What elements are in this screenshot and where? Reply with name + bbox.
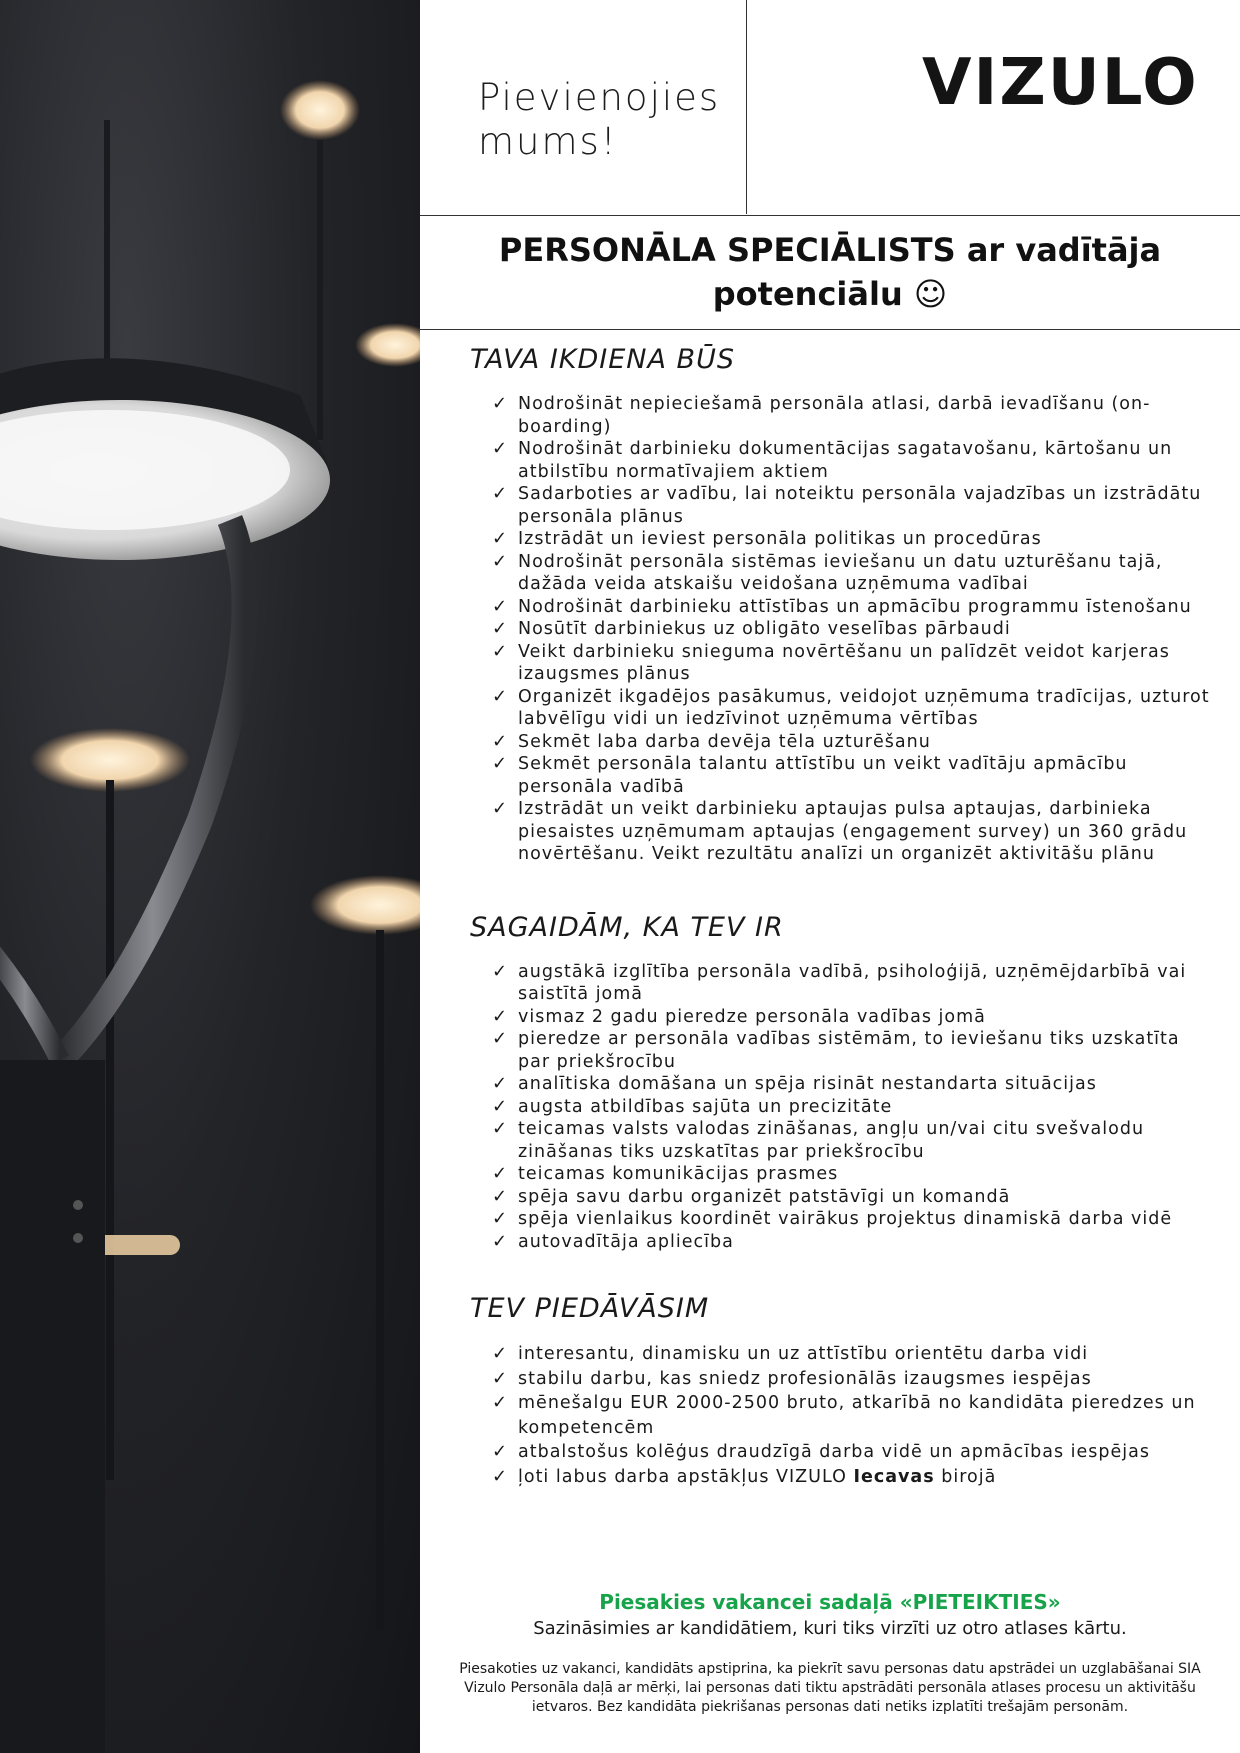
contact-note: Sazināsimies ar kandidātiem, kuri tiks virzīti uz otro atlases kārtu. (533, 1618, 1127, 1639)
check-icon: ✓ (492, 1185, 509, 1207)
office-location: Iecavas (853, 1466, 935, 1487)
list-item: ✓ autovadītāja apliecība (492, 1230, 734, 1252)
list-item: ✓ mēnešalgu EUR 2000-2500 bruto, atkarībā no kandidāta pieredzes un kompetencēm (492, 1392, 1196, 1438)
check-icon: ✓ (492, 1367, 509, 1389)
section-heading: TAVA IKDIENA BŪS (470, 344, 735, 375)
check-icon: ✓ (492, 798, 509, 819)
check-icon: ✓ (492, 528, 509, 549)
title-bottom-rule (420, 329, 1240, 330)
check-icon: ✓ (492, 595, 509, 617)
header (420, 0, 1240, 216)
check-icon: ✓ (492, 1343, 509, 1364)
list-item: ✓ pieredze ar personāla vadības sistēmām, to ieviešanu tiks uzskatīta par priekšrocību (492, 1028, 1180, 1072)
daily-tasks-list (470, 393, 1210, 866)
apply-call-to-action: Piesakies vakancei sadaļā «PIETEIKTIES» (599, 1590, 1061, 1614)
list-item: ✓ Nodrošināt nepieciešamā personāla atlasi, darbā ievadīšanu (on-boarding) (492, 393, 1151, 437)
list-item: ✓ ļoti labus darba apstākļus VIZULO Iecavas birojā (470, 1465, 1210, 1490)
check-icon: ✓ (492, 393, 509, 414)
list-item: ✓ Nosūtīt darbiniekus uz obligāto veselības pārbaudi (492, 618, 1011, 639)
check-icon: ✓ (492, 618, 509, 639)
privacy-note: Piesakoties uz vakanci, kandidāts apstiprina, ka piekrīt savu personas datu apstrādei un uzglabāšanai SIA Vizulo Personāla daļā ar mērķi, lai personas dati tiktu apstrādāti personāla atlases procesu un aktivitāšu ietvaros. Bez kandidāta piekrišanas personas dati netiks izplatīti trešajām personām. (459, 1661, 1201, 1715)
list-item: ✓ atbalstošus kolēģus draudzīgā darba vidē un apmācības iespējas (470, 1440, 1210, 1465)
check-icon: ✓ (492, 1208, 509, 1229)
list-item: ✓ interesantu, dinamisku un uz attīstību orientētu darba vidi (470, 1342, 1210, 1367)
list-item: ✓ spēja savu darbu organizēt patstāvīgi un komandā (492, 1185, 1011, 1207)
check-icon: ✓ (492, 960, 509, 982)
lamp-photo (0, 0, 420, 1753)
check-icon: ✓ (492, 1163, 509, 1184)
check-icon: ✓ (492, 1073, 509, 1094)
check-icon: ✓ (492, 1230, 509, 1252)
check-icon: ✓ (492, 1118, 509, 1139)
list-item: ✓ spēja vienlaikus koordinēt vairākus projektus dinamiskā darba vidē (492, 1208, 1173, 1229)
list-item: ✓ Izstrādāt un ieviest personāla politikas un procedūras (492, 528, 1042, 549)
list-item: ✓ Nodrošināt darbinieku dokumentācijas sagatavošanu, kārtošanu un atbilstību normatīvajiem aktiem (492, 438, 1173, 482)
section-offer (470, 1293, 1210, 1489)
check-icon: ✓ (492, 1441, 509, 1462)
list-item: ✓ Sekmēt personāla talantu attīstību un veikt vadītāju apmācību personāla vadībā (492, 753, 1128, 797)
check-icon: ✓ (492, 438, 509, 459)
check-icon: ✓ (492, 640, 509, 662)
list-item: ✓ Organizēt ikgadējos pasākumus, veidojot uzņēmuma tradīcijas, uzturot labvēlīgu vidi un iedzīvinot uzņēmuma vērtības (492, 685, 1210, 729)
list-item: ✓ Nodrošināt personāla sistēmas ieviešanu un datu uzturēšanu tajā, dažāda veida atskaišu veidošana uzņēmuma vadībai (492, 550, 1163, 594)
header-bottom-rule (420, 215, 1240, 216)
list-item: ✓ Veikt darbinieku snieguma novērtēšanu un palīdzēt veidot karjeras izaugsmes plānus (492, 640, 1170, 684)
section-heading: SAGAIDĀM, KA TEV IR (470, 911, 784, 943)
requirements-list (470, 961, 1210, 1254)
list-item: ✓ analītiska domāšana un spēja risināt nestandarta situācijas (492, 1073, 1097, 1094)
check-icon: ✓ (492, 1095, 509, 1117)
list-item: ✓ augstākā izglītība personāla vadībā, psiholoģijā, uzņēmējdarbībā vai saistītā jomā (492, 960, 1187, 1004)
list-item: ✓ Izstrādāt un veikt darbinieku aptaujas pulsa aptaujas, darbinieka piesaistes uzņēmumam aptaujas (engagement survey) un 360 grādu novērtēšanu. Veikt rezultātu analīzi un organizēt aktivitāšu plānu (492, 798, 1188, 864)
offer-list (470, 1342, 1210, 1489)
check-icon: ✓ (492, 1028, 509, 1049)
lamp-photo-illustration (0, 0, 420, 1753)
job-title: PERSONĀLA SPECIĀLISTS ar vadītāja potenciālu ☺ (498, 231, 1162, 313)
list-item: ✓ Sekmēt laba darba devēja tēla uzturēšanu (492, 730, 931, 752)
check-icon: ✓ (492, 685, 509, 707)
section-heading: TEV PIEDĀVĀSIM (470, 1293, 710, 1324)
check-icon: ✓ (492, 1005, 509, 1027)
vizulo-logo: VIZULO (922, 46, 1199, 120)
tagline: Pievienojies mums! (478, 76, 721, 163)
list-item: ✓ stabilu darbu, kas sniedz profesionālās izaugsmes iespējas (470, 1367, 1210, 1392)
list-item: ✓ teicamas valsts valodas zināšanas, angļu un/vai citu svešvalodu zināšanas tiks uzskatītas par priekšrocību (492, 1118, 1145, 1162)
list-item: ✓ Sadarboties ar vadību, lai noteiktu personāla vajadzības un izstrādātu personāla plānus (492, 483, 1202, 527)
header-divider (746, 0, 747, 214)
check-icon: ✓ (492, 483, 509, 504)
section-requirements (470, 912, 1210, 1254)
list-item: ✓ teicamas komunikācijas prasmes (492, 1163, 839, 1184)
check-icon: ✓ (492, 550, 509, 572)
check-icon: ✓ (492, 753, 509, 774)
list-item: ✓ augsta atbildības sajūta un precizitāte (492, 1095, 893, 1117)
check-icon: ✓ (492, 1465, 509, 1487)
list-item: ✓ Nodrošināt darbinieku attīstības un apmācību programmu īstenošanu (492, 595, 1192, 617)
check-icon: ✓ (492, 730, 509, 752)
list-item: ✓ vismaz 2 gadu pieredze personāla vadības jomā (492, 1005, 986, 1027)
section-daily-tasks (470, 344, 1210, 866)
check-icon: ✓ (492, 1392, 509, 1413)
job-description (470, 344, 1210, 1489)
